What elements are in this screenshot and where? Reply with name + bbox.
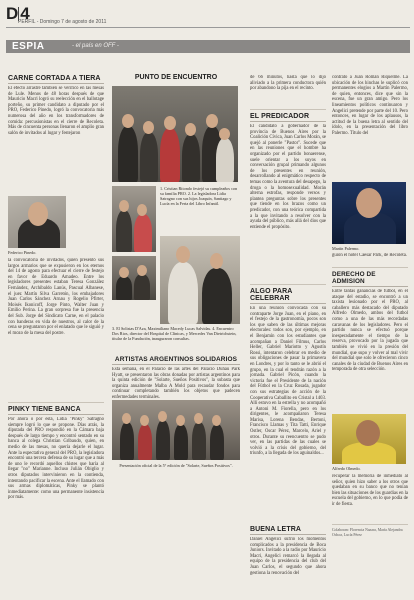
section-name: ESPIA xyxy=(12,41,45,52)
column-4 xyxy=(332,75,408,177)
photo-federico-pinedo xyxy=(8,196,66,248)
headline-punto-encuentro: PUNTO DE ENCUENTRO xyxy=(134,74,218,81)
photo-solarte xyxy=(112,400,240,460)
photo-alfredo-olmedo xyxy=(332,414,406,464)
headline-derecho-admision: DERECHO DE ADMISION xyxy=(332,271,376,285)
column-3-bottom xyxy=(250,526,326,595)
headline-pinky: PINKY TIENE BANCA xyxy=(8,406,81,413)
article-pinky: Por ahora o por ésta, Lidia "Pinky" Satragno siempre logró lo que se propone. Días atrás, la diputada del PRO respondió en la Cámara baja después de largo tiempo y encontró sentado en su banca al colega Christian Gribaudo, quien, en medio de las mesas, no quería dejarle el lugar. Ante la espectativa general del PRO, la legisladora encontró una tercera defensa de su lugar que a más de uno le recordó aquellos chistes que haría al llegar "no" Marianne. Incluso Julián Obiglio y otros diputados intervinieron en la contienda, intentando pacificar la escena. Ante el llamado con sus armas diplomáticas, Pinky se plantó inmediatamente: como una permanente insistencia por más. xyxy=(8,417,104,501)
caption-solarte: Presentación oficial de la 5° edición de "Solarte, Sueños Positivos". xyxy=(119,463,233,468)
header-rule xyxy=(6,27,410,28)
article-derecho-admision: Entre tantas ganancias de futbol, en el ataque del estadio, se encontró a un taxista lesionado por el PRO, al caballero más destacado del diputado Alfredo Olmedo, ambos del futbol como a una de las más recordadas caravanas de los legisladores. Pero el partido nunca se efectuó porque inesperadamente el tiempo de la reserva, provocado por la jugada que también se vivió en la presión del mundial, que supo y volver al mal vivir del mundial que solo le ofrecieron cinco canales de la ciudad de Buenos Aires en temporada de otra selección. xyxy=(332,289,408,373)
headline-artistas: ARTISTAS ARGENTINOS SOLIDARIOS xyxy=(114,356,238,363)
page-header xyxy=(6,4,410,26)
headline-algo-para-celebrar: ALGO PARA CELEBRAR xyxy=(250,288,293,302)
column-4-bottom xyxy=(332,474,408,537)
caption-photos-3-4: 3. El Solistas D'Aza, Maximiliano Macedy Lucas Salvidas. 4. Encuentro Dos Rios, director del Hospital de Clínicas, y Mercedes Van Dietrichstein, titular de la Fundación, inauguraron consultas. xyxy=(112,326,237,341)
credits: Colaboran: Florencia Nazara, María Alejandra Ochoa, Lucía Pérez xyxy=(332,528,403,537)
column-3 xyxy=(250,75,326,538)
artistas-solidarios xyxy=(112,356,240,401)
section-banner xyxy=(6,40,410,53)
page-letter: D xyxy=(6,4,18,23)
photo-satragno-children xyxy=(112,186,156,252)
column-4-mid xyxy=(332,253,408,421)
article-buena-letra: Daniel Angelici sufrió los momentos complicados a la presidencia de Boca Juniors. Invitado a la radio por Mauricio Macri, Angelici remarcó la llegada al equipo de la presidencia del club del Juan Carlos, el segundo que ahora gestiona la renovación del xyxy=(250,537,326,576)
caption-alfredo-olmedo: Alfredo Olmedo. xyxy=(332,466,361,471)
article-carne-cortada-p2: la convocatoria de invitados, quien presentó sus largos armarios que se expusieron en los eternos del 14 de agosto para efectuar el cierre de festejo en favor de Eduardo Amadeo. Entre los legisladores presentes estaban Teresa González Fernández, Archibaldo Lanús, Pascual Albanese, el juez Martín Silva Garretón, los embajadores Juan Carlos Sánchez Arnau y Rogelio Pfirter, Moisés Ikonicoff, Jorge Pinto, Walter Juan y Emilio Perina. La gran sorpresa fue la presencia del Sub. Jorge del Sindicato Carne, en el palacio con banderas en vida de nuestros, al calor de la cena se preguntaron por el enlatado que le siguió y el mozo de la mesa del postre. xyxy=(8,258,104,336)
photo-ritondo-family xyxy=(112,86,238,182)
article-palermo-tail: guión el hotel Caesar Park, de Recoleta. xyxy=(332,253,407,258)
article-derecho-admision-cont: recuperar la memoria de inmediato al señor, quien hizo saber a los otros que quedaban en su banco que no tenían bien las situaciones de los guardias en la escuela del gobierno, en lo que podía de ir de fiesta. xyxy=(332,474,408,507)
article-artistas: Esta semana, en el Palacio de las artes del Palacio Duhau Park Hyatt, se presentaron las obras donadas por artistas argentinos para la quinta edición de "Solarte, Sueños Positivos", la subasta que organiza anualmente Malba A Mold para recaudar fondos para continuar completando también los objetos que padecen enfermedades terminales. xyxy=(112,367,240,400)
caption-martin-palermo: Martín Palermo. xyxy=(332,246,360,251)
caption-photos-1-2: 1. Cristian Ritondo festejó su cumpleaños con su familia PRO. 2. La legisladora Lidia Satragno con sus hijos Joaquín, Santiago y Lucía en la Feria del Libro Infantil. xyxy=(160,186,238,206)
article-buena-letra-cont: contrato a Juan Román Riquelme. La ubicación de los hinchas le suplicó con permanentes elogios a Martín Palermo, de quien, entonces, dice que sin la escena, fue un gran amigo. Pero los lineamientos políticos continuaron y Angelici pretende por parte del 10. Pero entonces, en lugar de los aplausos, la actitud de la buena letra al sentido del ídolo, en la presentación del libro Palermo. Título del xyxy=(332,75,408,136)
photo-encuentro-group xyxy=(112,256,156,300)
page-number-digit: 4 xyxy=(20,4,29,23)
headline-carne-cortada: CARNE CORTADA A TIERA xyxy=(8,75,101,82)
headline-buena-letra: BUENA LETRA xyxy=(250,526,302,533)
section-tagline: - el país en OFF - xyxy=(72,43,119,49)
photo-hospital-clinicas xyxy=(160,236,240,324)
headline-predicador: EL PREDICADOR xyxy=(250,113,310,120)
column-1 xyxy=(8,75,104,204)
article-carne-cortada-p1: El efecto arrastre también se verificó en las mesas de Lule. Menos de 48 horas después de que Mauricio Macri logró su reelección en el ballotage porteño, su primer candidato a diputado por el PRO, Federico Pinedo, logró la convocatoria más numerosa del año en los transformadores de comida: percusionistas en el cierre de Recoleta. Más de cincuenta personas llenaron el amplio gran salón de invitados al lugar y festejaron xyxy=(8,86,104,136)
caption-federico-pinedo: Federico Pinedo. xyxy=(8,250,37,255)
article-algo-para-celebrar: En una reunión convocada con su contraparte Jorge Juan, en el piano, en el festejo de la gastronomía, pocos son los que saben de las últimas mejoras electorales: todos son, por ejemplo, en el Benjamín con los estudiantes que acompañan a Daniel Filmus, Carlos Heller, Gabriel Mariotto y Agustín Rossi, intentaron celebrar en medio de sus obligaciones de pasar la primavera en Londres, y por lo tanto se le abrió el grupo, en la cual el tendrán razón a la jornada. Gabriel Picón, cuando la victoria fue el Presidente de la nación del Fútbol en la Cruz Rosada, jugador con sus estrategias de acción de la Cooperativa Caballito en Cristal a 1403. Allí estuvo en la estrella y no acompañó a Antoni M. Fiorella, pero en los dirigentes, le acompañaron Teresa Marisa, Lorena Bendas, Bertoni, Francisco Llamas y Tita Tatti, Enrique Ostler, Oscar Pérez, Marcelo, Ariel y otros. Durante su reencuentro se pudo ver, en las partidas de las cuales se volvió a la crisis del gobierno, del triunfo, a la llegada de los aguinaldos... xyxy=(250,306,326,457)
dateline: PERFIL - Domingo 7 de agosto de 2011 xyxy=(18,19,107,25)
column-1-cont xyxy=(8,258,104,595)
article-predicador: El candidato a gobernador de la provincia de Buenos Aires por la Coalición Cívica, Juan Carlos Morán, se quejó al ponerle "Pastor". Sucede que en las reuniones que el hombre ha organizado por el partido bonaerense, suele orientar a los suyos en conversación grupal primando algunos de los presentes en reunión, desarrollando al enigmático respecto de temas como la aventura del desapego, la droga o la homosexualidad. Morán alterna estrofas, responde versos y plantea preguntas sobre los presentes que tiende en los brazos como un predicador, con una teórica compartida a la que invitando a resolver con la ayuda del público, más allá del dios que entiende el propósito. xyxy=(250,124,326,230)
article-intro-col3: de 66 minutos, hasta que lo dijo aliviado a la primera conductora quién por abandono la pija en el recinto. xyxy=(250,75,326,92)
photo-martin-palermo xyxy=(332,182,406,244)
